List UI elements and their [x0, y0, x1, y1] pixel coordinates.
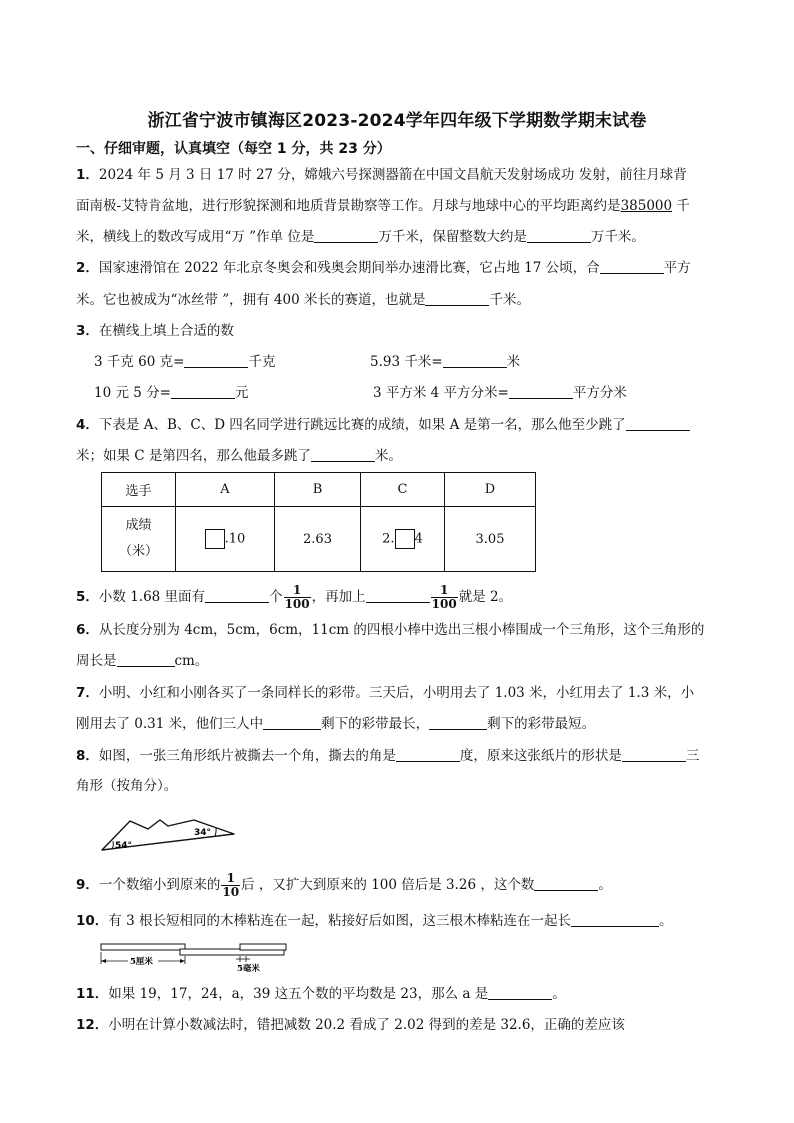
q7-blank-2[interactable] — [429, 715, 487, 730]
q5-frac2-num: 1 — [431, 584, 458, 598]
q11-blank[interactable] — [488, 985, 552, 1000]
q2-text-1b: 平方 — [663, 260, 691, 276]
q8-text-1b: 度，原来这张纸片的形状是 — [459, 748, 622, 764]
section-heading: 一、仔细审题，认真填空（每空 1 分，共 23 分） — [76, 141, 391, 157]
q3-number: 3． — [76, 323, 99, 339]
q8-number: 8． — [76, 748, 99, 764]
q4-text-2b: 米。 — [374, 448, 402, 464]
q1-line-1 — [76, 165, 746, 185]
q6-number: 6． — [76, 622, 99, 638]
q12-number: 12． — [76, 1017, 109, 1033]
row-label-line-2: （米） — [118, 544, 158, 559]
q3-item-c — [94, 383, 394, 403]
stick-1 — [101, 944, 185, 950]
angle-34-label: 34° — [194, 828, 212, 838]
q9-frac-den: 10 — [222, 885, 240, 899]
score-c-suffix: 4 — [414, 531, 423, 547]
q8-text-2: 角形（按角分）。 — [76, 778, 178, 794]
q5-frac1-num: 1 — [284, 584, 311, 598]
score-c-prefix: 2. — [382, 531, 395, 547]
q7-line-2 — [76, 714, 746, 734]
q3-a-unit: 千克 — [248, 354, 276, 370]
q2-blank-1[interactable] — [600, 259, 664, 274]
q8-blank-1[interactable] — [396, 747, 460, 762]
q5-fraction-1 — [284, 584, 311, 611]
q4-line-1 — [76, 415, 746, 435]
digit-box-a[interactable] — [205, 529, 225, 549]
q7-number: 7． — [76, 685, 99, 701]
q7-text-2c: 剩下的彩带最短。 — [487, 716, 596, 732]
label-5cm: 5厘米 — [130, 957, 153, 967]
q4-text-1: 下表是 A、B、C、D 四名同学进行跳远比赛的成绩，如果 A 是第一名，那么他至少跳了 — [98, 417, 626, 433]
label-5mm: 5毫米 — [237, 964, 260, 974]
q8-blank-2[interactable] — [622, 747, 686, 762]
q1-text-3a: 米，横线上的数改写成用“万 ”作单 位是 — [76, 229, 315, 245]
q4-number: 4． — [76, 417, 99, 433]
table-row — [102, 507, 536, 572]
q9-text-c: 。 — [598, 877, 612, 893]
q4-line-2 — [76, 446, 746, 466]
q6-line-2 — [76, 651, 746, 671]
q10-blank[interactable] — [571, 912, 659, 927]
q3-d-unit: 平方分米 — [572, 385, 627, 401]
q3-item-d — [373, 383, 673, 403]
q3-b-unit: 米 — [506, 354, 521, 370]
q3-line-1 — [76, 321, 746, 341]
q9-text-a: 一个数缩小到原来的 — [98, 877, 221, 893]
q6-blank[interactable] — [117, 652, 175, 667]
q2-line-1 — [76, 258, 746, 278]
page-title: 浙江省宁波市镇海区2023-2024学年四年级下学期数学期末试卷 — [147, 111, 647, 131]
q1-blank-2[interactable] — [527, 228, 591, 243]
q11-line — [76, 984, 746, 1004]
q1-line-2 — [76, 196, 746, 216]
q3-blank-c[interactable] — [171, 384, 235, 399]
q3-item-b — [370, 352, 670, 372]
q5-text-d: 就是 2。 — [458, 589, 513, 605]
score-d: 3.05 — [445, 507, 536, 572]
table-header-c: C — [361, 473, 445, 507]
q8-text-1c: 三 — [685, 748, 700, 764]
q10-line — [76, 911, 746, 931]
q2-line-2 — [76, 290, 746, 310]
q10-number: 10． — [76, 913, 109, 929]
q8-line-1 — [76, 746, 746, 766]
table-header-row — [102, 473, 536, 507]
q5-text-a: 小数 1.68 里面有 — [98, 589, 206, 605]
sticks-figure — [100, 940, 290, 974]
table-row-label — [102, 507, 176, 572]
q6-text-2b: cm。 — [174, 653, 209, 669]
q11-text-a: 如果 19，17，24，a，39 这五个数的平均数是 23，那么 a 是 — [108, 986, 489, 1002]
score-b: 2.63 — [275, 507, 361, 572]
q1-number: 1． — [76, 167, 99, 183]
q2-text-2b: 千米。 — [489, 292, 530, 308]
q11-number: 11． — [76, 986, 109, 1002]
q11-text-b: 。 — [552, 986, 566, 1002]
angle-54-label: 54° — [115, 841, 133, 851]
q9-number: 9． — [76, 877, 99, 893]
q4-text-2: 米；如果 C 是第四名，那么他最多跳了 — [76, 448, 311, 464]
q9-frac-num: 1 — [221, 872, 240, 886]
q5-fraction-2 — [431, 584, 458, 611]
q3-b-text: 5.93 千米= — [370, 354, 443, 370]
q5-number: 5． — [76, 589, 99, 605]
table-header-label: 选手 — [102, 473, 176, 507]
torn-triangle-figure — [96, 812, 241, 856]
q9-line — [76, 872, 746, 899]
score-a — [176, 507, 275, 572]
q1-text-3c: 万千米。 — [590, 229, 645, 245]
q7-text-2a: 刚用去了 0.31 米，他们三人中 — [76, 716, 264, 732]
q4-blank-2[interactable] — [311, 447, 375, 462]
q1-text-1: 2024 年 5 月 3 日 17 时 27 分，嫦娥六号探测器箭在中国文昌航天发射场成功 发射，前往月球背 — [98, 167, 687, 183]
q2-text-2: 米。它也被成为“冰丝带 ”，拥有 400 米长的赛道，也就是 — [76, 292, 426, 308]
q10-text-b: 。 — [658, 913, 673, 929]
digit-box-c[interactable] — [395, 529, 415, 549]
q5-blank-1[interactable] — [205, 588, 269, 603]
row-label-line-1: 成绩 — [125, 518, 152, 533]
q8-text-1a: 如图，一张三角形纸片被撕去一个角，撕去的角是 — [98, 748, 396, 764]
q3-blank-d[interactable] — [509, 384, 573, 399]
table-header-a: A — [176, 473, 275, 507]
q6-line-1 — [76, 620, 746, 640]
table-header-b: B — [275, 473, 361, 507]
q9-fraction — [221, 872, 240, 899]
q1-text-2: 面南极-艾特肯盆地，进行形貌探测和地质背景勘察等工作。月球与地球中心的平均距离约是 — [76, 198, 621, 214]
score-a-suffix: .10 — [224, 531, 246, 547]
score-c — [361, 507, 445, 572]
q1-line-3 — [76, 227, 746, 247]
q5-frac2-den: 100 — [431, 597, 457, 611]
q7-blank-1[interactable] — [263, 715, 321, 730]
q5-text-b: 个 — [269, 589, 283, 605]
q7-text-1: 小明、小红和小刚各买了一条同样长的彩带。三天后，小明用去了 1.03 米，小红用去了 1.3 米，小 — [98, 685, 695, 701]
table-header-d: D — [445, 473, 536, 507]
q7-text-2b: 剩下的彩带最长， — [321, 716, 430, 732]
q3-blank-b[interactable] — [443, 353, 507, 368]
q5-line — [76, 584, 746, 611]
q2-text-1: 国家速滑馆在 2022 年北京冬奥会和残奥会期间举办速滑比赛，它占地 17 公顷，合 — [98, 260, 600, 276]
q1-text-2b: 千 — [672, 198, 690, 214]
scores-table — [101, 472, 536, 572]
stick-3 — [240, 944, 286, 950]
q1-underlined-number: 385000 — [620, 198, 673, 214]
q3-item-a — [94, 352, 394, 372]
q1-text-3b: 万千米，保留整数大约是 — [378, 229, 527, 245]
q6-text-1: 从长度分别为 4cm，5cm，6cm，11cm 的四根小棒中选出三根小棒围成一个三角形，这个三角形的 — [98, 622, 705, 638]
q3-text: 在横线上填上合适的数 — [98, 323, 234, 339]
q8-line-2 — [76, 776, 746, 796]
q3-a-text: 3 千克 60 克= — [94, 354, 185, 370]
q5-blank-2[interactable] — [366, 588, 430, 603]
q2-number: 2． — [76, 260, 99, 276]
q4-blank-1[interactable] — [626, 416, 690, 431]
q12-text-a: 小明在计算小数减法时，错把减数 20.2 看成了 2.02 得到的差是 32.6，正确的差应该 — [108, 1017, 625, 1033]
q9-blank[interactable] — [534, 876, 598, 891]
q12-line — [76, 1015, 746, 1035]
q3-d-text: 3 平方米 4 平方分米= — [373, 385, 509, 401]
q2-blank-2[interactable] — [425, 291, 489, 306]
q5-frac1-den: 100 — [284, 597, 310, 611]
q3-c-unit: 元 — [234, 385, 249, 401]
q5-text-c: ，再加上 — [311, 589, 366, 605]
q1-blank-1[interactable] — [314, 228, 378, 243]
q7-line-1 — [76, 683, 746, 703]
q3-c-text: 10 元 5 分= — [94, 385, 171, 401]
q3-blank-a[interactable] — [184, 353, 248, 368]
q10-text-a: 有 3 根长短相同的木棒粘连在一起，粘接好后如图，这三根木棒粘连在一起长 — [108, 913, 571, 929]
q9-text-b: 后 ，又扩大到原来的 100 倍后是 3.26 ，这个数 — [241, 877, 535, 893]
q6-text-2: 周长是 — [76, 653, 117, 669]
